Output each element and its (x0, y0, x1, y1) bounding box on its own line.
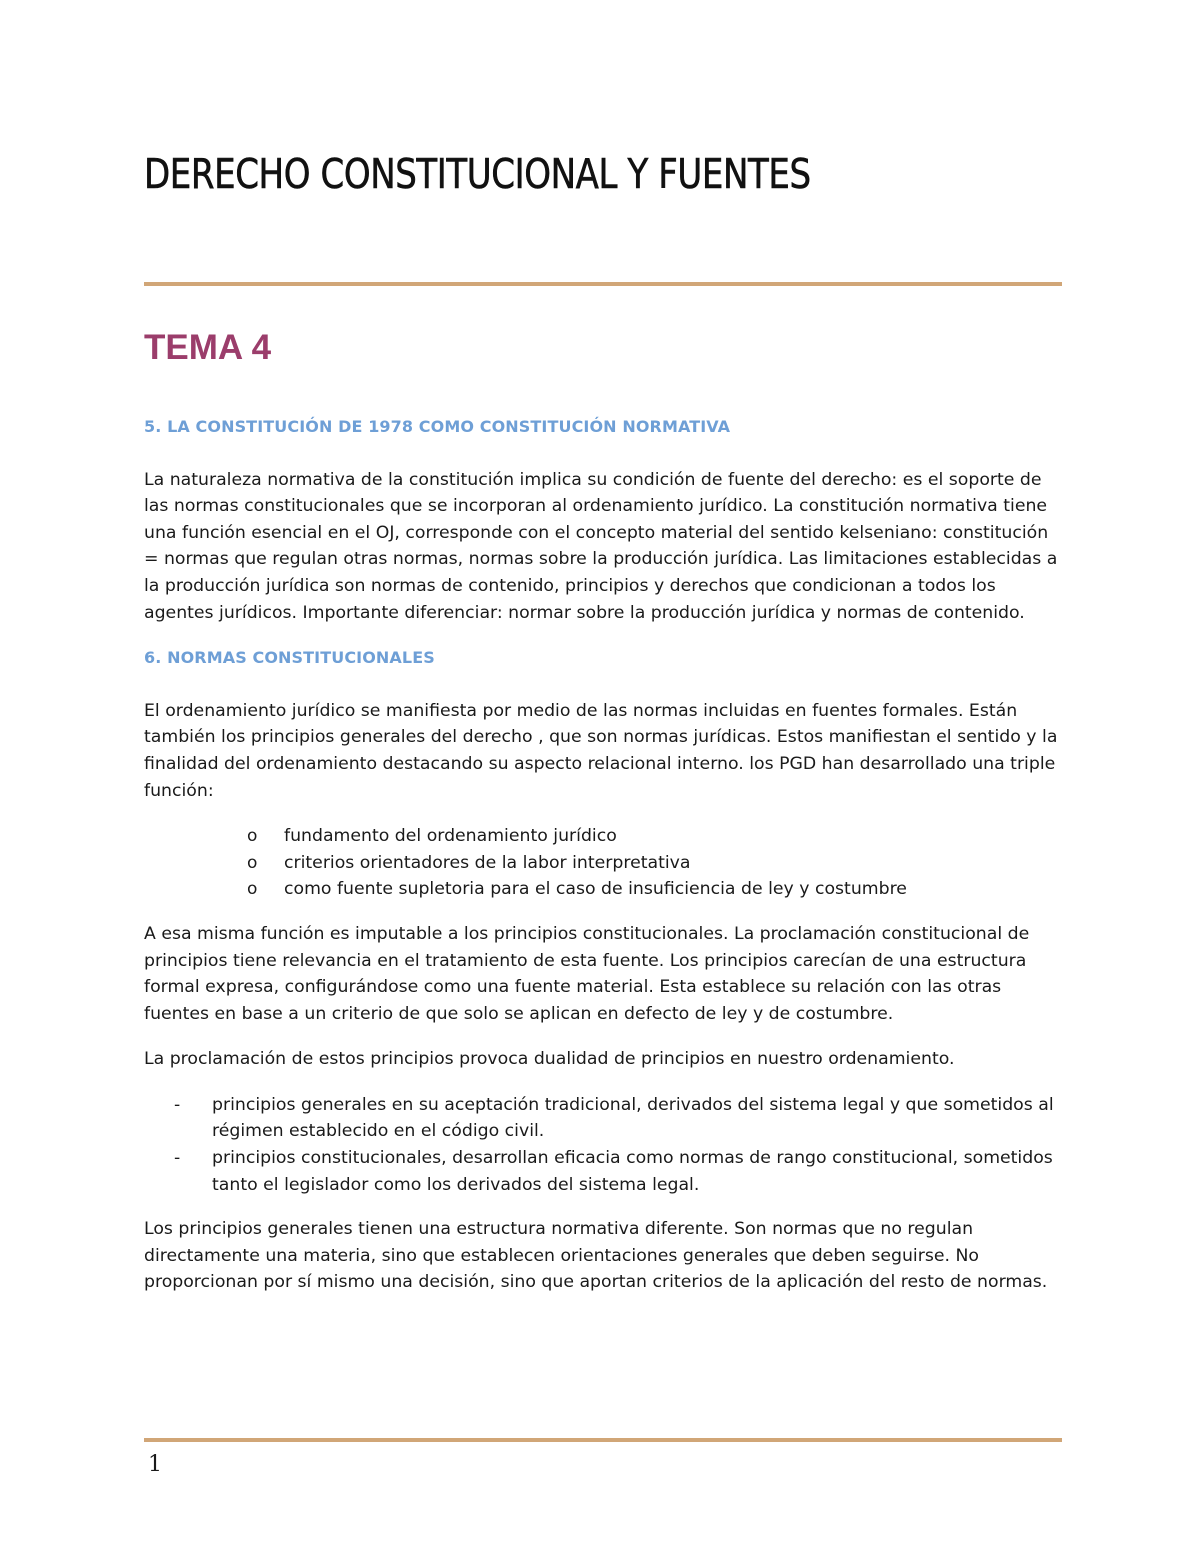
section-5-heading: 5. LA CONSTITUCIÓN DE 1978 COMO CONSTITUCIÓN NORMATIVA (144, 417, 731, 436)
list-item-text: principios constitucionales, desarrollan eficacia como normas de rango constitucional, sometidos tanto el legislador como los derivados del sistema legal. (212, 1148, 1053, 1195)
page-number: 1 (148, 1452, 162, 1477)
section-6-heading: 6. NORMAS CONSTITUCIONALES (144, 648, 435, 668)
list-item (247, 823, 1062, 850)
list-item-text: criterios orientadores de la labor interpretativa (284, 852, 691, 873)
title-divider (144, 282, 1062, 286)
dash-bullet-icon: - (174, 1148, 181, 1169)
list-item (247, 876, 1062, 903)
circle-bullet-icon: o (247, 852, 258, 873)
section-6-paragraph-1: El ordenamiento jurídico se manifiesta por medio de las normas incluidas en fuentes formales. Están también los principios generales del derecho , que son normas jurídicas. Estos manifiestan el sentido y la finalidad del ordenamiento destacando su aspecto relacional interno. los PGD han desarrollado una triple función: (144, 700, 1058, 801)
footer-divider (144, 1438, 1062, 1442)
functions-list (144, 823, 1062, 903)
tema-heading: TEMA 4 (144, 328, 272, 367)
section-6-paragraph-2: A esa misma función es imputable a los principios constitucionales. La proclamación constitucional de principios tiene relevancia en el tratamiento de esta fuente. Los principios carecían de una estructura formal expresa, configurándose como una fuente material. Esta establece su relación con las otras fuentes en base a un criterio de que solo se aplican en defecto de ley y de costumbre. (144, 923, 1030, 1024)
list-item (174, 1092, 1062, 1145)
list-item-text: como fuente supletoria para el caso de insuficiencia de ley y costumbre (284, 879, 907, 900)
document-title: DERECHO CONSTITUCIONAL Y FUENTES (144, 150, 811, 198)
section-5-paragraph: La naturaleza normativa de la constitución implica su condición de fuente del derecho: es el soporte de las normas constitucionales que se incorporan al ordenamiento jurídico. La constitución normativa tiene una función esencial en el OJ, corresponde con el concepto material del sentido kelseniano: constitución = normas que regulan otras normas, normas sobre la producción jurídica. Las limitaciones establecidas a la producción jurídica son normas de contenido, principios y derechos que condicionan a todos los agentes jurídicos. Importante diferenciar: normar sobre la producción jurídica y normas de contenido. (144, 469, 1058, 623)
dualities-list (144, 1092, 1062, 1198)
section-6-paragraph-4: Los principios generales tienen una estructura normativa diferente. Son normas que no regulan directamente una materia, sino que establecen orientaciones generales que deben seguirse. No proporcionan por sí mismo una decisión, sino que aportan criterios de la aplicación del resto de normas. (144, 1219, 1048, 1293)
dash-bullet-icon: - (174, 1094, 181, 1115)
document-body (144, 414, 1062, 1315)
section-6-paragraph-3: La proclamación de estos principios provoca dualidad de principios en nuestro ordenamiento. (144, 1049, 955, 1070)
circle-bullet-icon: o (247, 826, 258, 847)
circle-bullet-icon: o (247, 879, 258, 900)
list-item (247, 850, 1062, 877)
list-item-text: fundamento del ordenamiento jurídico (284, 826, 617, 847)
list-item (174, 1145, 1062, 1198)
list-item-text: principios generales en su aceptación tradicional, derivados del sistema legal y que sometidos al régimen establecido en el código civil. (212, 1094, 1054, 1142)
